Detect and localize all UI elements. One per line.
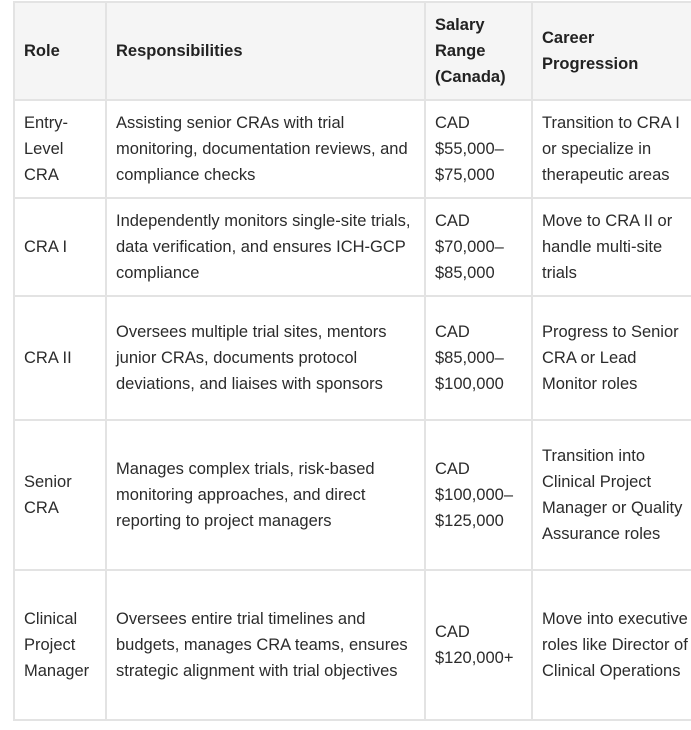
cell-career: Move to CRA II or handle multi-site trials [532,198,691,296]
header-role: Role [14,2,106,100]
career-table-container [13,1,691,721]
cell-salary: CAD $85,000–$100,000 [425,296,532,420]
cell-salary: CAD $120,000+ [425,570,532,720]
cell-salary: CAD $100,000–$125,000 [425,420,532,570]
cell-role: Clinical Project Manager [14,570,106,720]
cell-salary: CAD $70,000–$85,000 [425,198,532,296]
cell-salary: CAD $55,000–$75,000 [425,100,532,198]
cell-responsibilities: Assisting senior CRAs with trial monitoring, documentation reviews, and compliance checks [106,100,425,198]
cell-role: Entry-Level CRA [14,100,106,198]
table-header-row [14,2,691,100]
cell-role: CRA I [14,198,106,296]
header-salary-range: Salary Range (Canada) [425,2,532,100]
career-table [13,1,691,721]
header-responsibilities: Responsibilities [106,2,425,100]
cell-career: Transition to CRA I or specialize in therapeutic areas [532,100,691,198]
cell-career: Progress to Senior CRA or Lead Monitor roles [532,296,691,420]
table-row [14,420,691,570]
cell-role: Senior CRA [14,420,106,570]
cell-responsibilities: Oversees multiple trial sites, mentors junior CRAs, documents protocol deviations, and liaises with sponsors [106,296,425,420]
cell-responsibilities: Manages complex trials, risk-based monitoring approaches, and direct reporting to project managers [106,420,425,570]
cell-responsibilities: Oversees entire trial timelines and budgets, manages CRA teams, ensures strategic alignment with trial objectives [106,570,425,720]
table-row [14,100,691,198]
table-row [14,296,691,420]
cell-responsibilities: Independently monitors single-site trials, data verification, and ensures ICH-GCP compliance [106,198,425,296]
table-row [14,198,691,296]
table-row [14,570,691,720]
header-career-progression: Career Progression [532,2,691,100]
cell-career: Move into executive roles like Director of Clinical Operations [532,570,691,720]
cell-role: CRA II [14,296,106,420]
cell-career: Transition into Clinical Project Manager or Quality Assurance roles [532,420,691,570]
